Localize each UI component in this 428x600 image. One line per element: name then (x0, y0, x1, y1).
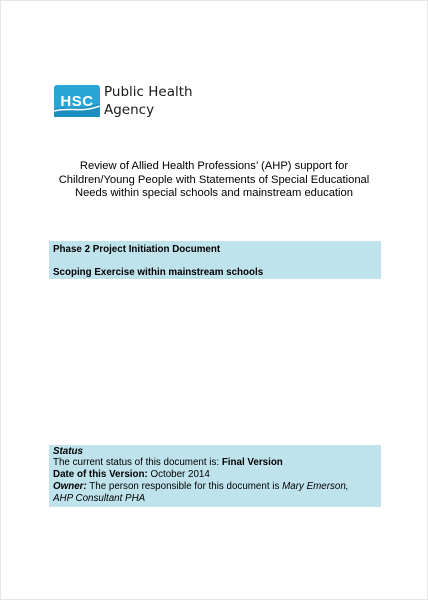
logo-wordmark (104, 83, 193, 119)
hsc-pha-logo (54, 83, 193, 119)
date-label: Date of this Version: (53, 469, 148, 480)
date-line (53, 469, 210, 481)
title-line-1: Review of Allied Health Professions’ (AHP) support for (79, 160, 349, 172)
logo-badge-text: HSC (60, 92, 94, 110)
phase-info-box (49, 241, 381, 279)
status-line (53, 457, 283, 469)
title-line-2: Children/Young People with Statements of Special Educational (58, 173, 370, 186)
date-value: October 2014 (147, 469, 210, 480)
owner-label: Owner: (53, 481, 87, 492)
status-prefix: The current status of this document is: (53, 457, 222, 468)
status-heading: Status (53, 446, 83, 457)
status-value: Final Version (221, 457, 283, 468)
owner-name: Mary Emerson, (282, 481, 349, 492)
phase-heading: Phase 2 Project Initiation Document (53, 244, 221, 255)
owner-line (53, 481, 349, 493)
owner-text: The person responsible for this document is (86, 481, 283, 492)
title-line-3: Needs within special schools and mainstream education (75, 187, 353, 199)
status-info-box (49, 445, 381, 507)
owner-role: AHP Consultant PHA (53, 493, 146, 504)
hsc-badge-icon (54, 85, 100, 117)
phase-subheading: Scoping Exercise within mainstream schools (53, 267, 264, 278)
logo-line-1: Public Health (104, 84, 193, 100)
document-title (40, 160, 388, 201)
logo-line-2: Agency (104, 102, 155, 118)
